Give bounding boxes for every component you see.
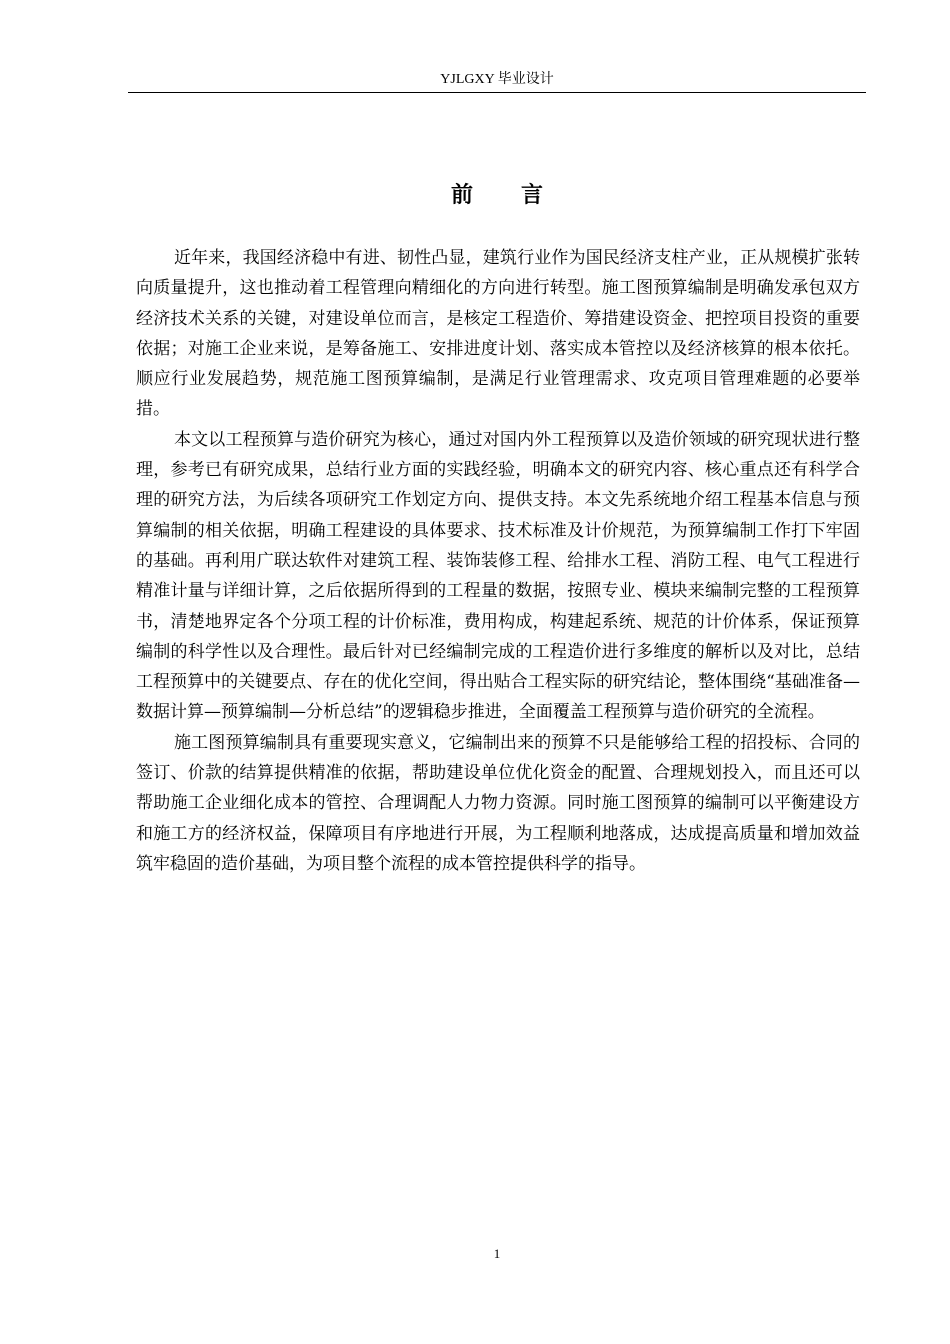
page-title: 前言 xyxy=(450,182,591,208)
page-number: 1 xyxy=(493,1246,501,1261)
paragraph-1: 近年来，我国经济稳中有进、韧性凸显，建筑行业作为国民经济支柱产业，正从规模扩张转向质量提升，这也推动着工程管理向精细化的方向进行转型。施工图预算编制是明确发承包双方经济技术关系的关键，对建设单位而言，是核定工程造价、筹措建设资金、把控项目投资的重要依据；对施工企业来说，是筹备施工、安排进度计划、落实成本管控以及经济核算的根本依托。顺应行业发展趋势，规范施工图预算编制，是满足行业管理需求、攻克项目管理难题的必要举措。 xyxy=(136,248,860,420)
page-header xyxy=(128,70,866,93)
paragraph-2: 本文以工程预算与造价研究为核心，通过对国内外工程预算以及造价领域的研究现状进行整理，参考已有研究成果，总结行业方面的实践经验，明确本文的研究内容、核心重点还有科学合理的研究方法，为后续各项研究工作划定方向、提供支持。本文先系统地介绍工程基本信息与预算编制的相关依据，明确工程建设的具体要求、技术标准及计价规范，为预算编制工作打下牢固的基础。再利用广联达软件对建筑工程、装饰装修工程、给排水工程、消防工程、电气工程进行精准计量与详细计算，之后依据所得到的工程量的数据，按照专业、模块来编制完整的工程预算书，清楚地界定各个分项工程的计价标准，费用构成，构建起系统、规范的计价体系，保证预算编制的科学性以及合理性。最后针对已经编制完成的工程造价进行多维度的解析以及对比，总结工程预算中的关键要点、存在的优化空间，得出贴合工程实际的研究结论，整体围绕“基础准备—数据计算—预算编制—分析总结”的逻辑稳步推进，全面覆盖工程预算与造价研究的全流程。 xyxy=(136,429,860,723)
paragraph-3: 施工图预算编制具有重要现实意义，它编制出来的预算不只是能够给工程的招投标、合同的签订、价款的结算提供精准的依据，帮助建设单位优化资金的配置、合理规划投入，而且还可以帮助施工企业细化成本的管控、合理调配人力物力资源。同时施工图预算的编制可以平衡建设方和施工方的经济权益，保障项目有序地进行开展，为工程顺利地落成，达成提高质量和增加效益筑牢稳固的造价基础，为项目整个流程的成本管控提供科学的指导。 xyxy=(136,732,860,874)
body-text xyxy=(136,243,860,879)
header-text: YJLGXY 毕业设计 xyxy=(440,72,554,87)
